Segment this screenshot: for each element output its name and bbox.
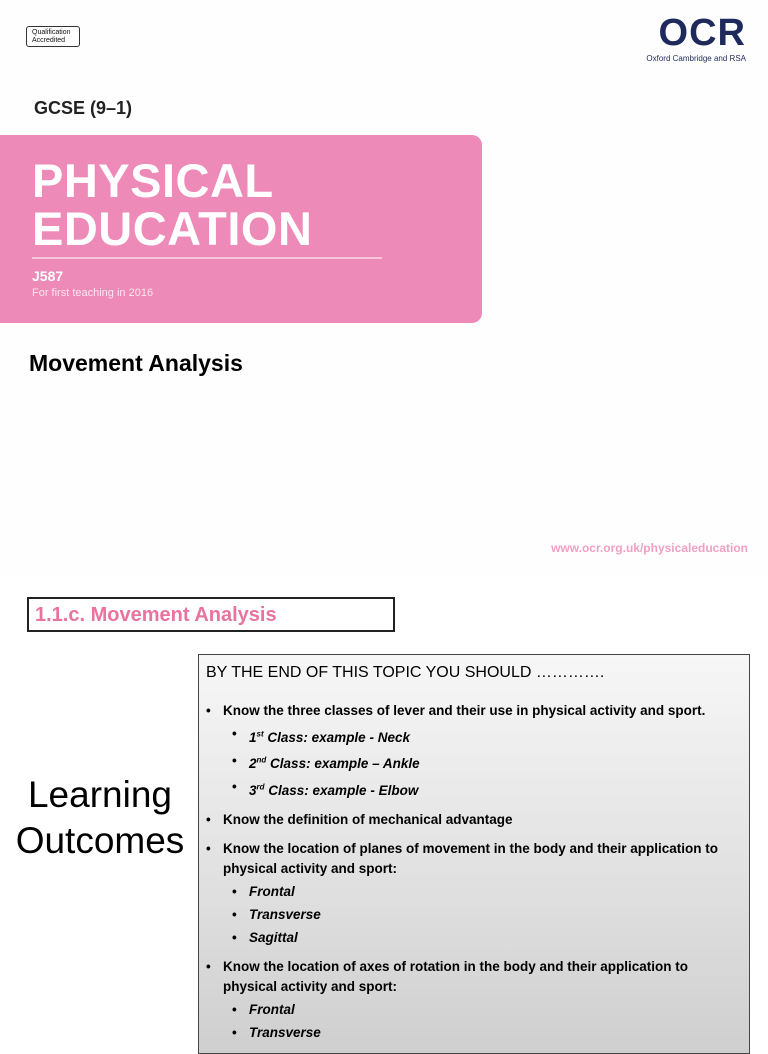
outcome-subitem-text: Transverse <box>249 1024 321 1040</box>
bullet-icon: • <box>206 958 211 974</box>
learning-outcomes-slide <box>0 576 768 1040</box>
learning-outcomes-title-line-1: Learning <box>27 774 172 815</box>
outcome-text: Know the three classes of lever and their use in physical activity and sport. <box>223 703 706 718</box>
badge-line-1: Qualification <box>32 29 71 36</box>
qualification-accredited-badge <box>26 26 80 47</box>
outcome-subitem <box>205 724 741 748</box>
outcome-subitem-text: Sagittal <box>249 929 298 945</box>
bullet-icon: • <box>232 883 237 899</box>
outcome-subitem <box>205 1023 741 1043</box>
bullet-icon: • <box>206 840 211 856</box>
bullet-icon: • <box>232 779 237 794</box>
document-title: Movement Analysis <box>29 350 243 376</box>
outcome-text: Know the location of axes of rotation in the body and their application to physical activity and sport: <box>223 958 689 994</box>
bullet-icon: • <box>206 703 211 718</box>
subject-title <box>32 154 313 255</box>
outcome-subitem-text: 2nd Class: example – Ankle <box>249 755 420 771</box>
outcome-text: Know the location of planes of movement in the body and their application to physical activity and sport: <box>223 840 719 876</box>
outcomes-list <box>205 701 741 1043</box>
outcome-subitem <box>205 928 741 948</box>
subject-title-line-2: EDUCATION <box>32 202 313 255</box>
bullet-icon: • <box>232 1024 237 1040</box>
qualification-level: GCSE (9–1) <box>34 98 133 118</box>
section-title: 1.1.c. Movement Analysis <box>27 597 395 632</box>
outcome-subitem <box>205 751 741 775</box>
outcome-subitem <box>205 777 741 801</box>
bullet-icon: • <box>206 811 211 827</box>
banner-divider <box>32 257 382 259</box>
learning-outcomes-title <box>10 772 190 864</box>
outcomes-heading: BY THE END OF THIS TOPIC YOU SHOULD …………. <box>206 664 605 681</box>
outcome-subitem-text: 1st Class: example - Neck <box>249 729 410 745</box>
bullet-icon: • <box>232 1001 237 1017</box>
first-teaching-text: For first teaching in 2016 <box>32 287 154 299</box>
outcome-subitem-text: Frontal <box>249 883 295 899</box>
outcome-subitem-text: Frontal <box>249 1001 295 1017</box>
subject-title-line-1: PHYSICAL <box>32 154 274 207</box>
ocr-logo-mark: OCR <box>658 12 746 54</box>
specification-code: J587 <box>32 268 64 284</box>
bullet-icon: • <box>232 906 237 922</box>
bullet-icon: • <box>232 752 237 768</box>
outcome-subitem <box>205 905 741 925</box>
ocr-logo <box>646 14 746 63</box>
bullet-icon: • <box>232 726 237 741</box>
outcome-text: Know the definition of mechanical advantage <box>223 811 513 827</box>
outcome-item <box>205 839 741 879</box>
subject-banner <box>0 135 482 323</box>
outcome-spacer <box>205 948 741 957</box>
outcome-spacer <box>205 801 741 810</box>
outcome-subitem-text: 3rd Class: example - Elbow <box>249 782 419 798</box>
outcome-subitem <box>205 1000 741 1020</box>
outcome-item <box>205 701 741 721</box>
website-link[interactable]: www.ocr.org.uk/physicaleducation <box>551 541 748 555</box>
badge-line-2: Accredited <box>32 37 66 44</box>
learning-outcomes-title-line-2: Outcomes <box>15 820 185 861</box>
ocr-logo-subtitle: Oxford Cambridge and RSA <box>646 54 746 63</box>
outcome-subitem <box>205 882 741 902</box>
outcome-subitem-text: Transverse <box>249 906 321 922</box>
outcome-spacer <box>205 830 741 839</box>
bullet-icon: • <box>232 929 237 945</box>
outcomes-box <box>198 654 750 1054</box>
outcome-item <box>205 810 741 830</box>
outcome-item <box>205 957 741 997</box>
